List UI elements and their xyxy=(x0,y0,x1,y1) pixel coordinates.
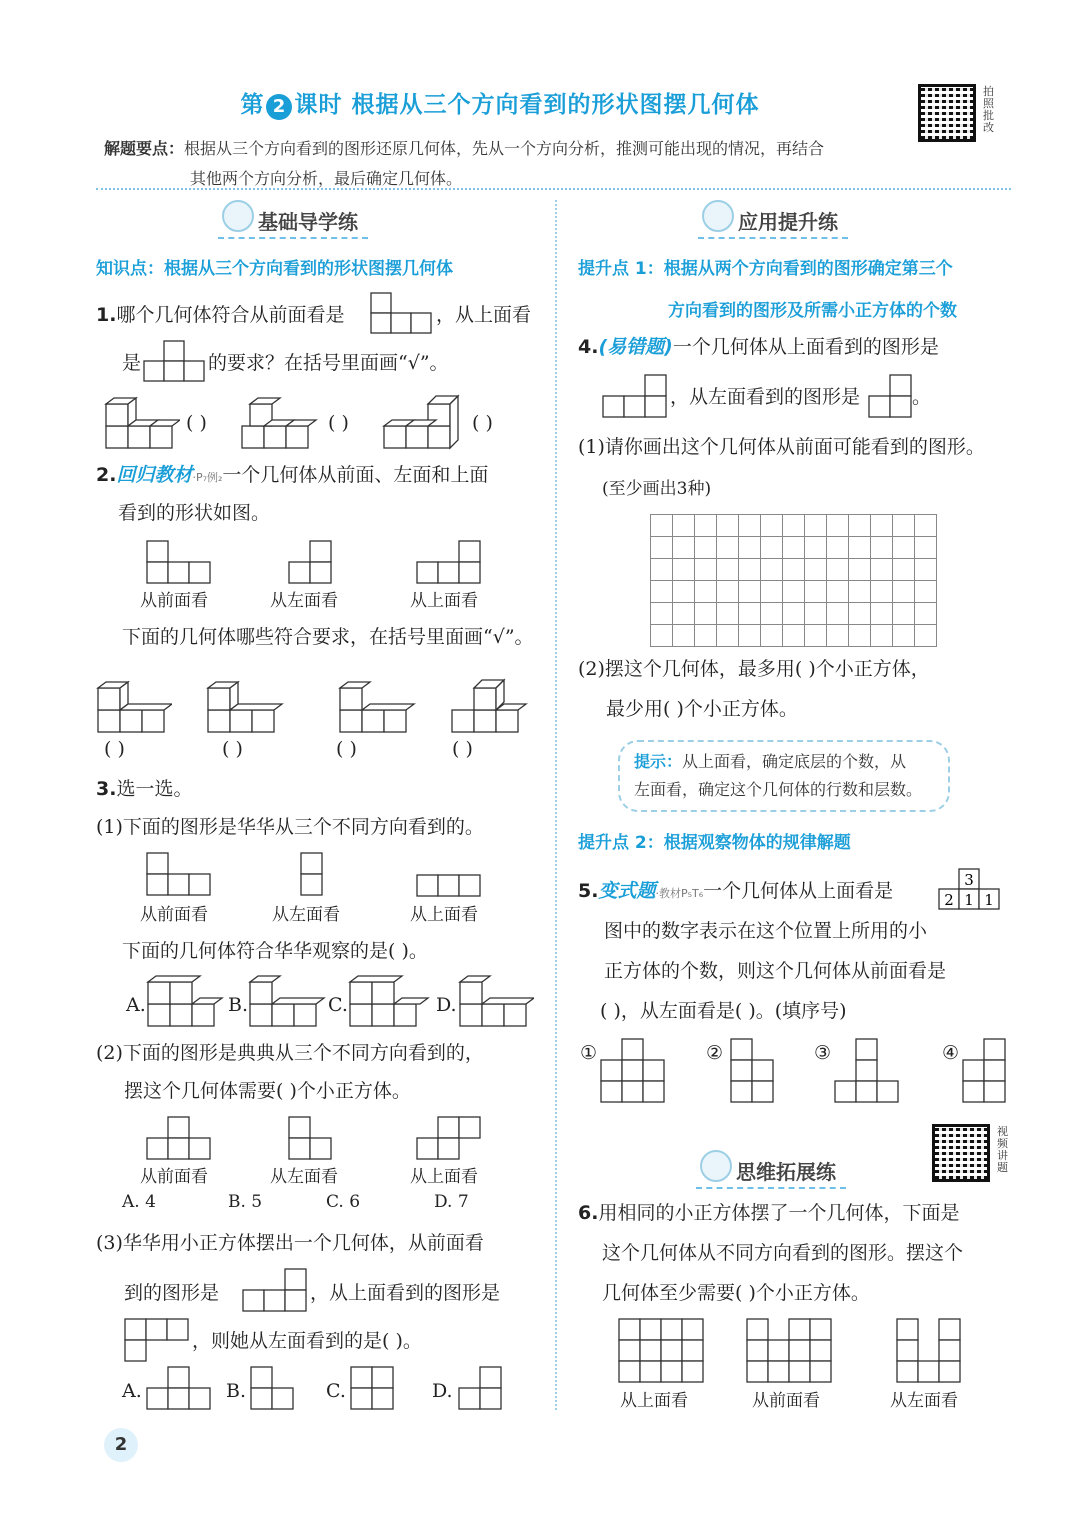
q1-top-view-figure xyxy=(143,340,207,382)
q3-2-view-front xyxy=(146,1116,212,1160)
q1-solid-option-2 xyxy=(240,396,322,450)
q5-digit: 3 xyxy=(964,871,974,889)
q3-3-opt-a[interactable]: A. xyxy=(122,1380,142,1402)
grid-cell[interactable] xyxy=(915,603,937,625)
grid-cell[interactable] xyxy=(673,537,695,559)
grid-cell[interactable] xyxy=(739,559,761,581)
q2-answer-4[interactable]: ( ) xyxy=(452,738,473,760)
q2-view-label-left: 从左面看 xyxy=(270,591,338,611)
grid-cell[interactable] xyxy=(673,581,695,603)
grid-cell[interactable] xyxy=(849,603,871,625)
q1-solid-option-3 xyxy=(382,394,466,450)
q5-digit: 1 xyxy=(964,891,974,909)
q2-view-left xyxy=(288,540,334,584)
grid-cell[interactable] xyxy=(871,559,893,581)
q3-title: 3.选一选。 xyxy=(96,778,193,800)
q4-line2b: 。 xyxy=(912,386,932,408)
q4-part1: (1)请你画出这个几何体从前面可能看到的图形。 xyxy=(578,436,985,458)
grid-cell[interactable] xyxy=(651,515,673,537)
q4-part1-note: (至少画出3种) xyxy=(602,479,712,499)
grid-cell[interactable] xyxy=(893,537,915,559)
q5-line3: 正方体的个数，则这个几何体从前面看是 xyxy=(604,960,947,982)
q3-1-question: 下面的几何体符合华华观察的是( )。 xyxy=(122,940,428,962)
grid-cell[interactable] xyxy=(717,581,739,603)
grid-cell[interactable] xyxy=(695,603,717,625)
q1-answer-3[interactable]: ( ) xyxy=(472,412,493,434)
q2-solid-1 xyxy=(96,680,172,734)
grid-cell[interactable] xyxy=(695,581,717,603)
q3-3-opt-b[interactable]: B. xyxy=(226,1380,247,1402)
q5-figure-1 xyxy=(600,1038,666,1104)
grid-cell[interactable] xyxy=(849,581,871,603)
q2-view-top xyxy=(416,540,482,584)
q3-1-solid-a xyxy=(146,974,224,1028)
q3-2-label-left: 从左面看 xyxy=(270,1167,338,1187)
q5-label-2[interactable]: ② xyxy=(706,1042,724,1064)
q1-line1b: ，从上面看 xyxy=(436,304,532,326)
header-divider xyxy=(96,188,1011,190)
section-title-basic: 基础导学练 xyxy=(218,206,368,239)
q1-line2a: 是 xyxy=(122,352,142,374)
q2-answer-1[interactable]: ( ) xyxy=(104,738,125,760)
q6-view-left xyxy=(896,1318,962,1384)
q2-line3: 下面的几何体哪些符合要求，在括号里面画“√”。 xyxy=(122,626,534,648)
q1-front-view-figure xyxy=(370,292,434,334)
grid-cell[interactable] xyxy=(827,625,849,647)
q4-part2-line2: 最少用( )个小正方体。 xyxy=(606,698,798,720)
grid-cell[interactable] xyxy=(805,581,827,603)
grid-cell[interactable] xyxy=(849,537,871,559)
q2-solid-4 xyxy=(450,678,534,734)
qr-code-icon[interactable] xyxy=(918,84,976,142)
grid-cell[interactable] xyxy=(673,603,695,625)
grid-cell[interactable] xyxy=(695,515,717,537)
q3-2-view-left xyxy=(288,1116,334,1160)
q3-1-view-front xyxy=(146,852,212,896)
grid-cell[interactable] xyxy=(893,559,915,581)
grid-cell[interactable] xyxy=(783,581,805,603)
qr-code-icon[interactable] xyxy=(932,1124,990,1182)
q3-1-solid-d xyxy=(458,974,534,1028)
q3-1-label-top: 从上面看 xyxy=(410,905,478,925)
grid-cell[interactable] xyxy=(805,625,827,647)
grid-cell[interactable] xyxy=(805,515,827,537)
q3-2-label-front: 从前面看 xyxy=(140,1167,208,1187)
q3-1-view-left xyxy=(300,852,324,896)
grid-cell[interactable] xyxy=(849,625,871,647)
q5-figure-2 xyxy=(730,1038,776,1104)
q3-3-opt-d[interactable]: D. xyxy=(432,1380,453,1402)
qr-label: 视频讲题 xyxy=(997,1125,1008,1174)
q3-3-top-figure xyxy=(124,1318,190,1362)
q3-1-solid-b xyxy=(248,974,326,1028)
q6-view-top xyxy=(618,1318,704,1384)
q2-solid-3 xyxy=(338,680,418,734)
grid-cell[interactable] xyxy=(673,559,695,581)
grid-cell[interactable] xyxy=(805,537,827,559)
q1-line2b: 的要求？在括号里面画“√”。 xyxy=(208,352,449,374)
grid-cell[interactable] xyxy=(871,581,893,603)
q5-label-1[interactable]: ① xyxy=(580,1042,598,1064)
page-number: 2 xyxy=(104,1428,138,1462)
grid-cell[interactable] xyxy=(717,559,739,581)
q5-figure-3 xyxy=(834,1038,900,1104)
q3-part2-line1: (2)下面的图形是典典从三个不同方向看到的， xyxy=(96,1042,484,1064)
section-title-apply: 应用提升练 xyxy=(698,206,848,239)
q3-1-solid-c xyxy=(348,974,432,1028)
grid-cell[interactable] xyxy=(651,581,673,603)
grid-cell[interactable] xyxy=(761,559,783,581)
point-1-line2: 方向看到的图形及所需小正方体的个数 xyxy=(668,301,957,321)
q2-line1: 2.回归教材·P₇例₂一个几何体从前面、左面和上面 xyxy=(96,464,489,486)
q4-top-figure xyxy=(602,374,668,418)
grid-cell[interactable] xyxy=(651,625,673,647)
q1-answer-2[interactable]: ( ) xyxy=(328,412,349,434)
grid-cell[interactable] xyxy=(651,537,673,559)
grid-cell[interactable] xyxy=(805,603,827,625)
hint-box: 提示：从上面看，确定底层的个数，从 左面看，确定这个几何体的行数和层数。 xyxy=(618,740,950,812)
grid-cell[interactable] xyxy=(739,625,761,647)
q3-2-view-top xyxy=(416,1116,482,1160)
grid-cell[interactable] xyxy=(695,559,717,581)
point-1-line1: 提升点 1：根据从两个方向看到的图形确定第三个 xyxy=(578,259,953,279)
q5-line1: 5.变式题·教材P₅T₆一个几何体从上面看是 xyxy=(578,880,894,902)
grid-cell[interactable] xyxy=(827,515,849,537)
q4-part2-line1: (2)摆这个几何体，最多用( )个小正方体， xyxy=(578,658,930,680)
knowledge-point: 知识点：根据从三个方向看到的形状图摆几何体 xyxy=(96,259,453,279)
grid-cell[interactable] xyxy=(783,515,805,537)
q3-3-figure-d xyxy=(458,1366,504,1410)
q3-2-choice-b[interactable]: B. 5 xyxy=(228,1192,263,1212)
q2-view-label-front: 从前面看 xyxy=(140,591,208,611)
grid-cell[interactable] xyxy=(651,559,673,581)
q3-1-label-front: 从前面看 xyxy=(140,905,208,925)
q3-part2-line2: 摆这个几何体需要( )个小正方体。 xyxy=(124,1080,411,1102)
grid-cell[interactable] xyxy=(915,581,937,603)
q3-3-front-figure xyxy=(242,1268,308,1312)
grid-cell[interactable] xyxy=(915,559,937,581)
grid-cell[interactable] xyxy=(893,515,915,537)
tip-line-1: 解题要点：根据从三个方向看到的图形还原几何体，先从一个方向分析，推测可能出现的情况，再结合 xyxy=(104,139,825,158)
q5-label-3[interactable]: ③ xyxy=(814,1042,832,1064)
q3-2-choice-a[interactable]: A. 4 xyxy=(122,1192,156,1212)
grid-cell[interactable] xyxy=(893,625,915,647)
grid-cell[interactable] xyxy=(695,625,717,647)
q2-solid-2 xyxy=(206,680,290,734)
q3-3-figure-c xyxy=(350,1366,396,1410)
column-divider xyxy=(555,200,557,1410)
q3-part3-line3: ，则她从左面看到的是( )。 xyxy=(192,1330,422,1352)
grid-cell[interactable] xyxy=(717,515,739,537)
q2-view-label-top: 从上面看 xyxy=(410,591,478,611)
grid-cell[interactable] xyxy=(827,559,849,581)
q2-answer-2[interactable]: ( ) xyxy=(222,738,243,760)
grid-cell[interactable] xyxy=(739,515,761,537)
point-2: 提升点 2：根据观察物体的规律解题 xyxy=(578,833,851,853)
grid-cell[interactable] xyxy=(761,603,783,625)
grid-cell[interactable] xyxy=(673,625,695,647)
grid-cell[interactable] xyxy=(849,559,871,581)
q5-line4: ( )，从左面看是( )。(填序号) xyxy=(600,1000,847,1022)
q3-1-label-left: 从左面看 xyxy=(272,905,340,925)
q3-2-choice-c[interactable]: C. 6 xyxy=(326,1192,361,1212)
q3-part3-line1: (3)华华用小正方体摆出一个几何体，从前面看 xyxy=(96,1232,484,1254)
grid-cell[interactable] xyxy=(893,581,915,603)
q6-view-front xyxy=(746,1318,832,1384)
q6-line2: 这个几何体从不同方向看到的图形。摆这个 xyxy=(602,1242,964,1264)
grid-cell[interactable] xyxy=(783,625,805,647)
grid-cell[interactable] xyxy=(717,603,739,625)
grid-cell[interactable] xyxy=(915,537,937,559)
q5-digit: 2 xyxy=(944,891,954,909)
grid-cell[interactable] xyxy=(827,603,849,625)
q1-answer-1[interactable]: ( ) xyxy=(186,412,207,434)
grid-cell[interactable] xyxy=(871,537,893,559)
q2-line2: 看到的形状如图。 xyxy=(118,502,271,524)
grid-cell[interactable] xyxy=(717,537,739,559)
grid-cell[interactable] xyxy=(915,625,937,647)
q3-1-view-top xyxy=(416,874,482,897)
q3-3-figure-a xyxy=(146,1366,212,1410)
q6-line3: 几何体至少需要( )个小正方体。 xyxy=(602,1282,870,1304)
q4-left-figure xyxy=(868,374,914,418)
qr-label: 拍照批改 xyxy=(983,85,994,134)
q3-part3-line2b: ，从上面看到的图形是 xyxy=(310,1282,501,1304)
q3-1-opt-a[interactable]: A. xyxy=(126,994,146,1016)
q6-line1: 6.用相同的小正方体摆了一个几何体，下面是 xyxy=(578,1202,960,1224)
q3-part3-line2a: 到的图形是 xyxy=(124,1282,220,1304)
tip-line-2: 其他两个方向分析，最后确定几何体。 xyxy=(190,169,463,188)
grid-cell[interactable] xyxy=(717,625,739,647)
q3-1-opt-b[interactable]: B. xyxy=(228,994,249,1016)
grid-cell[interactable] xyxy=(739,537,761,559)
grid-cell[interactable] xyxy=(673,515,695,537)
grid-cell[interactable] xyxy=(871,515,893,537)
grid-cell[interactable] xyxy=(761,515,783,537)
grid-cell[interactable] xyxy=(739,603,761,625)
grid-cell[interactable] xyxy=(783,537,805,559)
q3-2-choice-d[interactable]: D. 7 xyxy=(434,1192,469,1212)
q5-label-4[interactable]: ④ xyxy=(942,1042,960,1064)
grid-cell[interactable] xyxy=(805,559,827,581)
grid-cell[interactable] xyxy=(761,625,783,647)
q5-number-map xyxy=(938,868,1002,910)
q5-line2: 图中的数字表示在这个位置上所用的小 xyxy=(604,920,928,942)
q4-line1: 4.(易错题)一个几何体从上面看到的图形是 xyxy=(578,336,939,358)
grid-cell[interactable] xyxy=(827,581,849,603)
q4-line2a: ，从左面看到的图形是 xyxy=(670,386,861,408)
grid-cell[interactable] xyxy=(893,603,915,625)
grid-cell[interactable] xyxy=(739,581,761,603)
grid-cell[interactable] xyxy=(915,515,937,537)
section-title-thinking: 思维拓展练 xyxy=(696,1156,846,1189)
grid-cell[interactable] xyxy=(827,537,849,559)
q3-1-opt-c[interactable]: C. xyxy=(328,994,348,1016)
lesson-number-badge: 2 xyxy=(266,94,292,120)
q3-1-opt-d[interactable]: D. xyxy=(436,994,457,1016)
grid-cell[interactable] xyxy=(783,603,805,625)
q3-2-label-top: 从上面看 xyxy=(410,1167,478,1187)
grid-cell[interactable] xyxy=(761,581,783,603)
grid-cell[interactable] xyxy=(849,515,871,537)
q5-digit: 1 xyxy=(984,891,994,909)
grid-cell[interactable] xyxy=(695,537,717,559)
q4-drawing-grid[interactable] xyxy=(650,514,937,647)
q6-label-front: 从前面看 xyxy=(752,1391,820,1411)
page-title: 第 2 课时 根据从三个方向看到的形状图摆几何体 xyxy=(240,92,760,118)
grid-cell[interactable] xyxy=(871,603,893,625)
q1-line1: 1.哪个几何体符合从前面看是 xyxy=(96,304,345,326)
q1-solid-option-1 xyxy=(104,396,180,450)
grid-cell[interactable] xyxy=(761,537,783,559)
q3-part1: (1)下面的图形是华华从三个不同方向看到的。 xyxy=(96,816,484,838)
q2-answer-3[interactable]: ( ) xyxy=(336,738,357,760)
grid-cell[interactable] xyxy=(651,603,673,625)
q3-3-opt-c[interactable]: C. xyxy=(326,1380,346,1402)
grid-cell[interactable] xyxy=(871,625,893,647)
q6-label-left: 从左面看 xyxy=(890,1391,958,1411)
q6-label-top: 从上面看 xyxy=(620,1391,688,1411)
q5-figure-4 xyxy=(962,1038,1008,1104)
grid-cell[interactable] xyxy=(783,559,805,581)
q3-3-figure-b xyxy=(250,1366,296,1410)
q2-view-front xyxy=(146,540,212,584)
